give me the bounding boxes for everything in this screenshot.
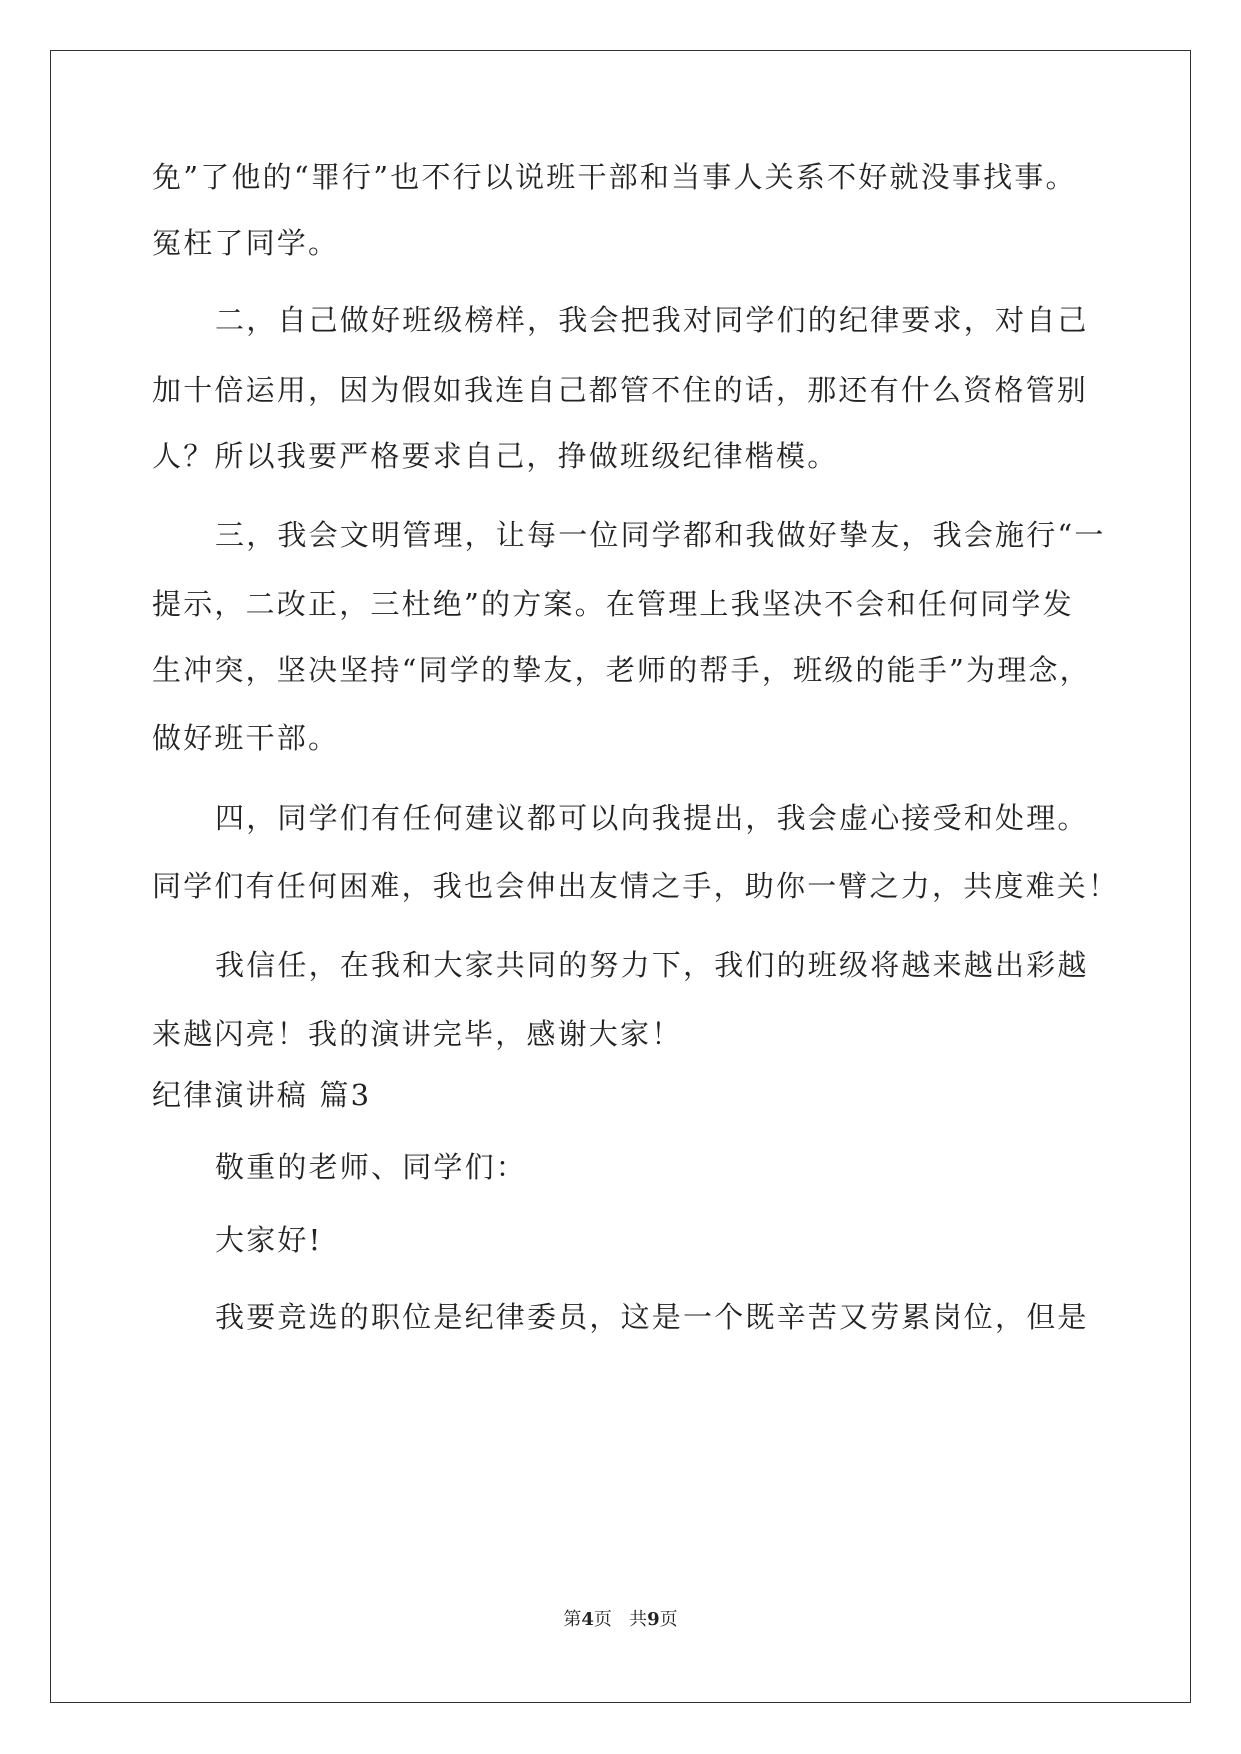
current-page-number: 4 xyxy=(581,1609,594,1630)
total-page-number: 9 xyxy=(647,1609,660,1630)
text-line: 三，我会文明管理，让每一位同学都和我做好挚友，我会施行“一 xyxy=(215,518,1106,552)
text-line: 来越闪亮！我的演讲完毕，感谢大家！ xyxy=(152,1017,683,1051)
section-heading: 纪律演讲稿 篇3 xyxy=(152,1078,372,1112)
text-line: 我要竞选的职位是纪律委员，这是一个既辛苦又劳累岗位，但是 xyxy=(215,1300,1089,1334)
text-line: 提示，二改正，三杜绝”的方案。在管理上我坚决不会和任何同学发 xyxy=(152,587,1074,621)
text-line: 二，自己做好班级榜样，我会把我对同学们的纪律要求，对自己 xyxy=(215,303,1089,337)
text-line: 做好班干部。 xyxy=(152,721,340,755)
text-line: 我信任，在我和大家共同的努力下，我们的班级将越来越出彩越 xyxy=(215,948,1089,982)
text-line: 四，同学们有任何建议都可以向我提出，我会虚心接受和处理。 xyxy=(215,801,1089,835)
text-line: 大家好! xyxy=(215,1223,323,1257)
text-line: 免”了他的“罪行”也不行以说班干部和当事人关系不好就没事找事。 xyxy=(152,160,1077,194)
text-line: 加十倍运用，因为假如我连自己都管不住的话，那还有什么资格管别 xyxy=(152,373,1089,407)
footer-total-prefix: 共 xyxy=(629,1609,648,1630)
text-line: 敬重的老师、同学们： xyxy=(215,1150,528,1184)
text-line: 人？所以我要严格要求自己，挣做班级纪律楷模。 xyxy=(152,439,839,473)
footer-prefix: 第 xyxy=(563,1609,582,1630)
text-line: 同学们有任何困难，我也会伸出友情之手，助你一臂之力，共度难关！ xyxy=(152,869,1120,903)
text-line: 生冲突，坚决坚持“同学的挚友，老师的帮手，班级的能手”为理念， xyxy=(152,653,1091,687)
text-line: 冤枉了同学。 xyxy=(152,226,340,260)
footer-page-unit: 页 xyxy=(593,1609,612,1630)
footer-total-unit: 页 xyxy=(659,1609,678,1630)
page-footer xyxy=(0,1608,1241,1632)
